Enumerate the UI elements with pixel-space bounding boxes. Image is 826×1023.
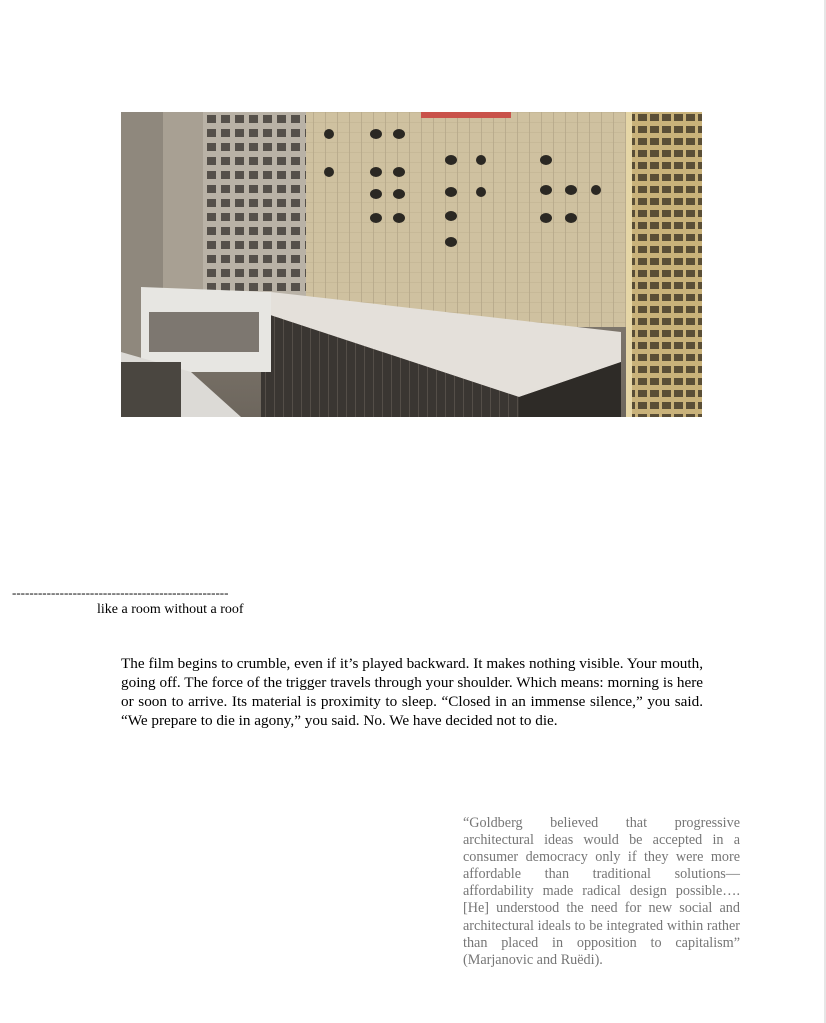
epigraph-quote: “Goldberg believed that progressive architectural ideas would be accepted in a consumer democracy only if they were more affordable than traditional solutions— affordability made radical design possible….[He] understood the need for new social and architectural ideals to be integrated within rather than placed in opposition to capitalism” (Marjanovic and Ruëdi). — [463, 815, 740, 968]
body-paragraph: The film begins to crumble, even if it’s played backward. It makes nothing visible. Your mouth, going off. The force of the trigger travels through your shoulder. Which means: morning is here or soon to arrive. Its material is proximity to sleep. “Closed in an immense silence,” you said. “We prepare to die in agony,” you said. No. We have decided not to die. — [121, 655, 703, 730]
building-photo — [121, 112, 702, 417]
section-heading: like a room without a roof — [97, 602, 244, 617]
divider-line: -------------------------------------------------- — [12, 586, 229, 600]
